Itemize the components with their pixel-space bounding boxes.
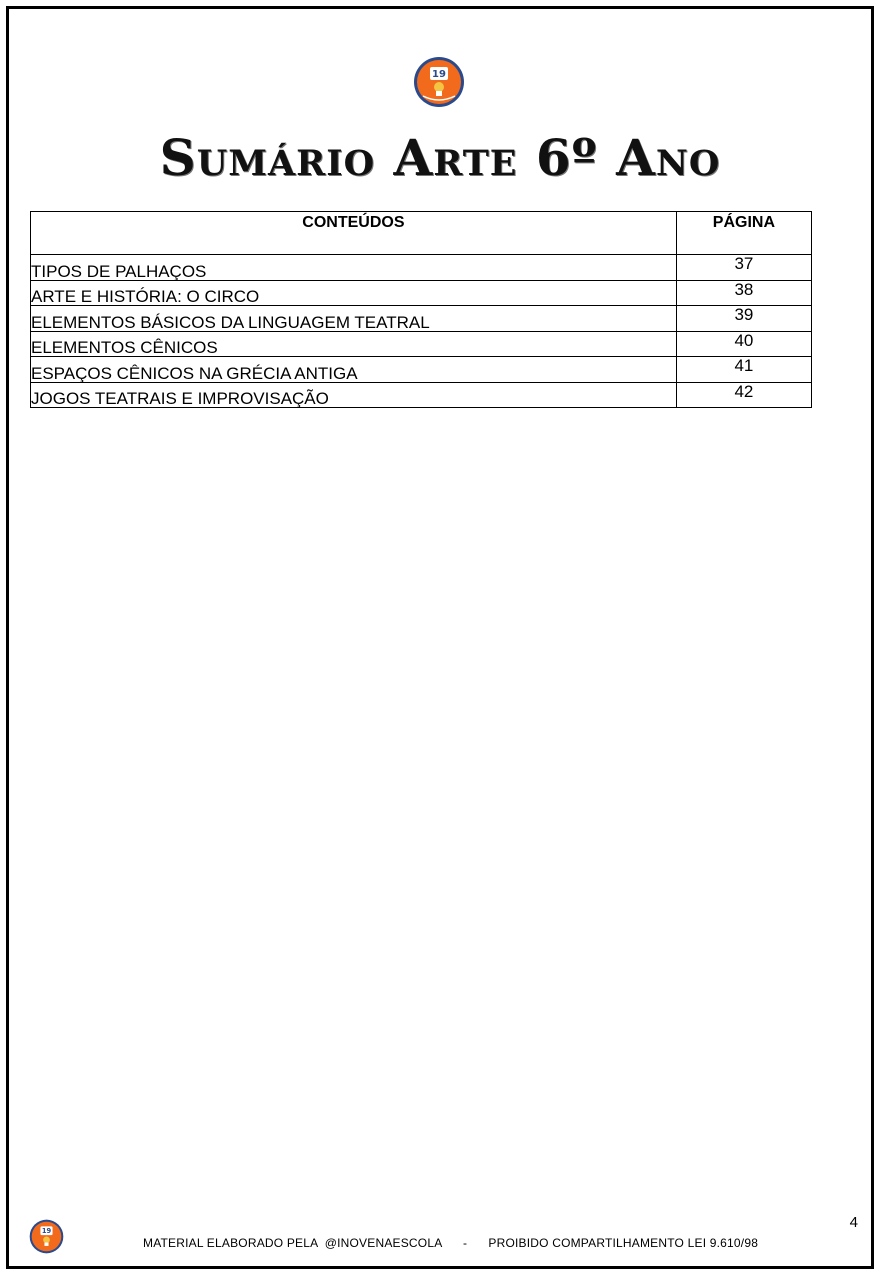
contents-table: [30, 211, 812, 408]
footer-logo: [29, 1219, 64, 1254]
row-page: 37: [676, 255, 811, 281]
row-content: ESPAÇOS CÊNICOS NA GRÉCIA ANTIGA: [31, 357, 677, 383]
school-logo: [413, 56, 465, 108]
row-content: TIPOS DE PALHAÇOS: [31, 255, 677, 281]
logo-text: 19: [432, 69, 446, 80]
row-page: 41: [676, 357, 811, 383]
table-row: [31, 357, 812, 383]
footer: [143, 1236, 758, 1250]
footer-credit: MATERIAL ELABORADO PELA @INOVENAESCOLA: [143, 1236, 442, 1250]
page-number: 4: [849, 1214, 858, 1231]
table-row: [31, 382, 812, 408]
header-contents: CONTEÚDOS: [31, 212, 677, 255]
table-header-row: [31, 212, 812, 255]
row-page: 42: [676, 382, 811, 408]
row-content: ELEMENTOS BÁSICOS DA LINGUAGEM TEATRAL: [31, 306, 677, 332]
table-row: [31, 255, 812, 281]
row-page: 40: [676, 331, 811, 357]
footer-separator: -: [462, 1236, 468, 1250]
page-title: Sumário Arte 6º Ano: [159, 128, 721, 187]
header-page: PÁGINA: [676, 212, 811, 255]
row-content: ARTE E HISTÓRIA: O CIRCO: [31, 280, 677, 306]
logo-text: 19: [41, 1227, 52, 1236]
footer-notice: PROIBIDO COMPARTILHAMENTO LEI 9.610/98: [488, 1236, 759, 1250]
row-content: ELEMENTOS CÊNICOS: [31, 331, 677, 357]
table-row: [31, 280, 812, 306]
row-page: 38: [676, 280, 811, 306]
row-page: 39: [676, 306, 811, 332]
table-row: [31, 306, 812, 332]
row-content: JOGOS TEATRAIS E IMPROVISAÇÃO: [31, 382, 677, 408]
table-row: [31, 331, 812, 357]
page-border: [6, 6, 874, 1269]
